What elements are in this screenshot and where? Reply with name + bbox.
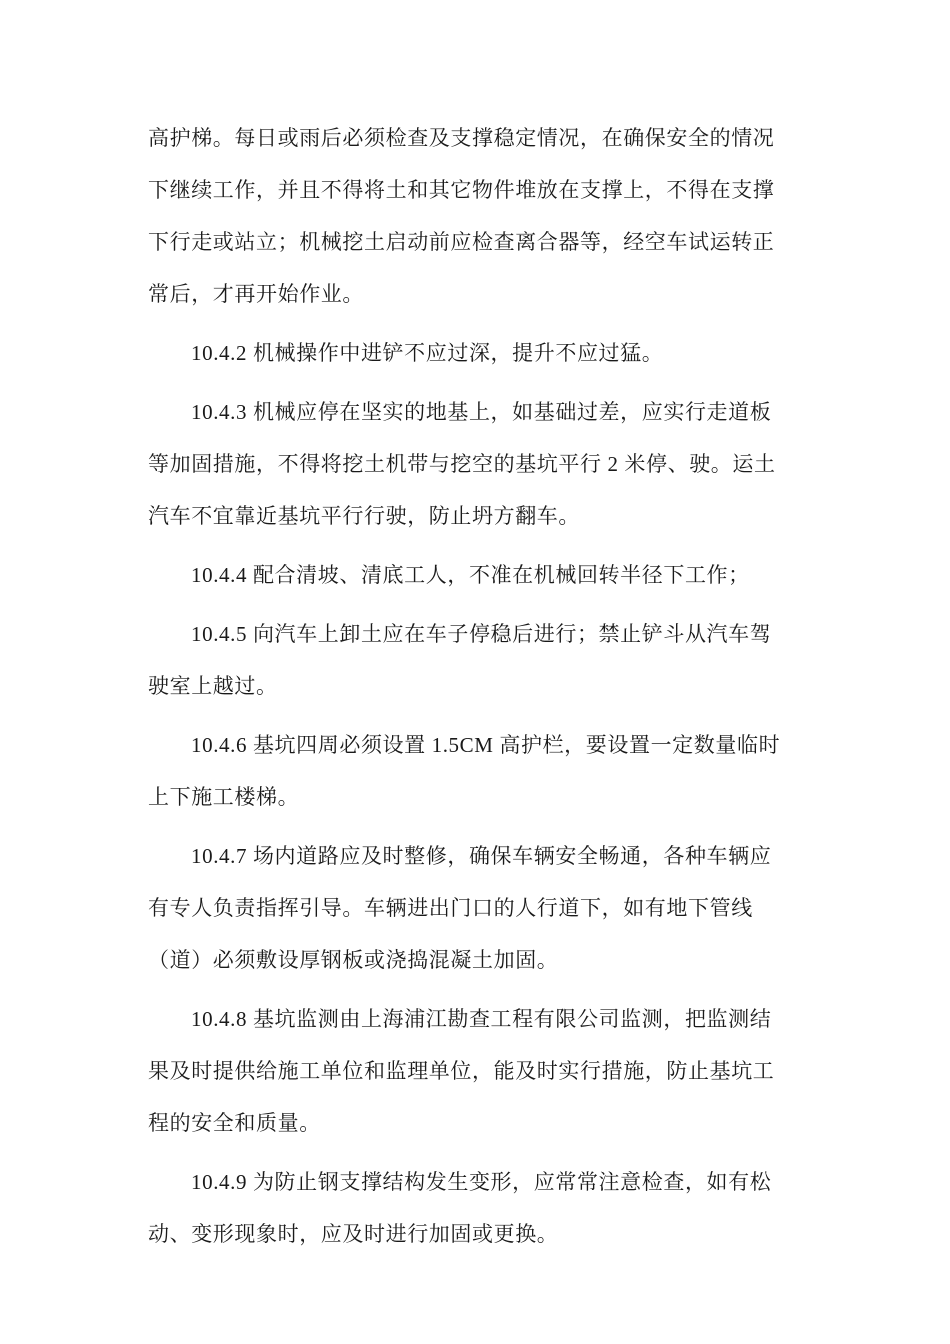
paragraph bbox=[148, 386, 798, 542]
paragraph bbox=[148, 327, 798, 379]
text-line: 下继续工作，并且不得将土和其它物件堆放在支撑上，不得在支撑 bbox=[148, 178, 775, 202]
text-line: 程的安全和质量。 bbox=[148, 1111, 321, 1135]
text-line: 10.4.2 机械操作中进铲不应过深，提升不应过猛。 bbox=[191, 341, 664, 365]
text-line: 驶室上越过。 bbox=[148, 674, 278, 698]
text-line: 动、变形现象时，应及时进行加固或更换。 bbox=[148, 1222, 559, 1246]
paragraph bbox=[148, 1156, 798, 1260]
text-line: 10.4.6 基坑四周必须设置 1.5CM 高护栏，要设置一定数量临时 bbox=[191, 733, 781, 757]
paragraph bbox=[148, 719, 798, 823]
text-line: 10.4.9 为防止钢支撑结构发生变形，应常常注意检查，如有松 bbox=[191, 1170, 772, 1194]
text-line: 有专人负责指挥引导。车辆进出门口的人行道下，如有地下管线 bbox=[148, 896, 753, 920]
text-line: 10.4.5 向汽车上卸土应在车子停稳后进行；禁止铲斗从汽车驾 bbox=[191, 622, 772, 646]
paragraph bbox=[148, 608, 798, 712]
text-line: 下行走或站立；机械挖土启动前应检查离合器等，经空车试运转正 bbox=[148, 230, 775, 254]
text-line: 10.4.3 机械应停在坚实的地基上，如基础过差，应实行走道板 bbox=[191, 400, 772, 424]
text-line: 等加固措施，不得将挖土机带与挖空的基坑平行 2 米停、驶。运土 bbox=[148, 452, 776, 476]
paragraph bbox=[148, 549, 798, 601]
paragraph bbox=[148, 993, 798, 1149]
paragraph bbox=[148, 830, 798, 986]
text-line: 10.4.7 场内道路应及时整修，确保车辆安全畅通，各种车辆应 bbox=[191, 844, 772, 868]
text-line: （道）必须敷设厚钢板或浇捣混凝土加固。 bbox=[148, 948, 559, 972]
text-line: 常后，才再开始作业。 bbox=[148, 282, 364, 306]
text-line: 10.4.8 基坑监测由上海浦江勘查工程有限公司监测，把监测结 bbox=[191, 1007, 772, 1031]
text-line: 高护梯。每日或雨后必须检查及支撑稳定情况，在确保安全的情况 bbox=[148, 126, 775, 150]
text-line: 汽车不宜靠近基坑平行行驶，防止坍方翻车。 bbox=[148, 504, 580, 528]
text-line: 上下施工楼梯。 bbox=[148, 785, 300, 809]
text-line: 果及时提供给施工单位和监理单位，能及时实行措施，防止基坑工 bbox=[148, 1059, 775, 1083]
document-body bbox=[148, 112, 798, 1260]
paragraph bbox=[148, 112, 798, 320]
text-line: 10.4.4 配合清坡、清底工人，不准在机械回转半径下工作； bbox=[191, 563, 750, 587]
